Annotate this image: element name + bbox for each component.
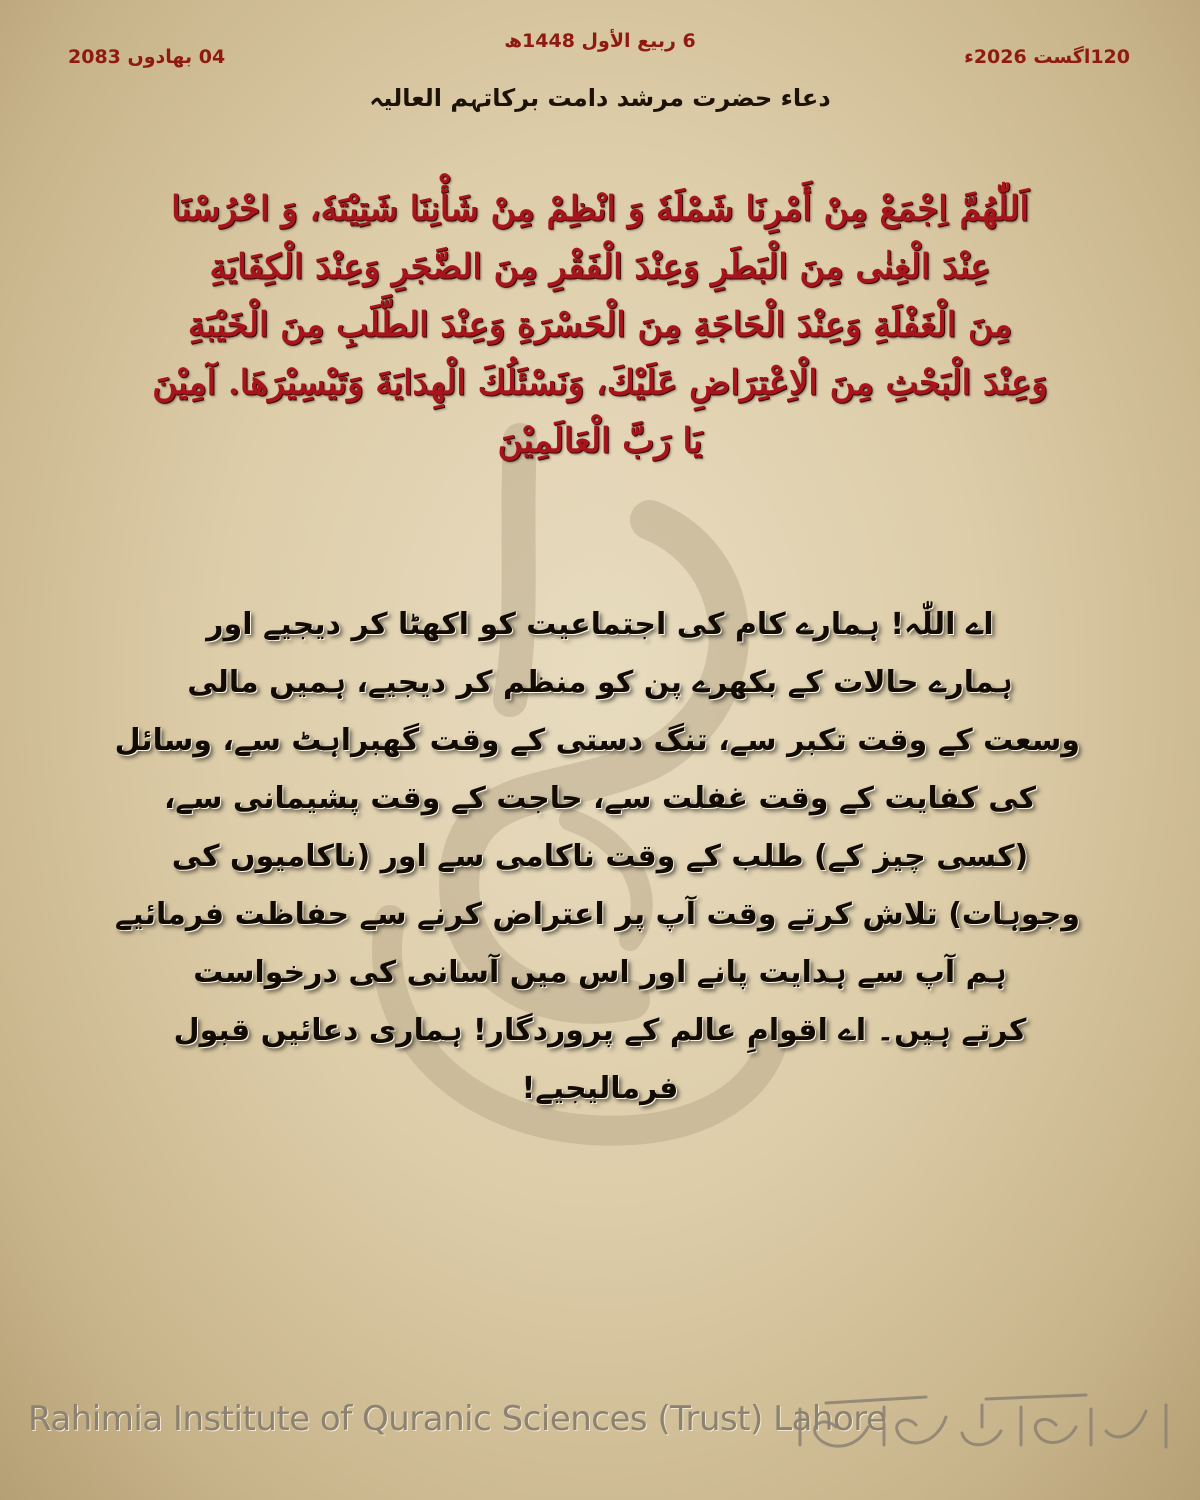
urdu-translation-line: (کسی چیز کے) طلب کے وقت ناکامی سے اور (ناکامیوں کی: [171, 839, 1029, 874]
urdu-translation-line: وجوہات) تلاش کرتے وقت آپ پر اعتراض کرنے سے حفاظت فرمائیے: [114, 897, 1080, 932]
arabic-dua: [80, 180, 1120, 470]
urdu-translation-line: کی کفایت کے وقت غفلت سے، حاجت کے وقت پشیمانی سے،: [163, 781, 1037, 816]
arabic-dua-line: اَللّٰهُمَّ اِجْمَعْ مِنْ أَمْرِنَا شَمْلَهٗ وَ انْظِمْ مِنْ شَأْنِنَا شَتِيْتَهٗ، وَ احْرُسْنَا: [171, 189, 1029, 229]
gregorian-date: 120اگست 2026ء: [964, 46, 1130, 68]
arabic-dua-line: يَا رَبَّ الْعَالَمِيْنَ: [497, 421, 703, 461]
institute-calligraphy-logo: [786, 1387, 1176, 1465]
urdu-translation-line: کرتے ہیں۔ اے اقوامِ عالم کے پروردگار! ہماری دعائیں قبول: [173, 1013, 1027, 1048]
urdu-translation-line: وسعت کے وقت تکبر سے، تنگ دستی کے وقت گھبراہٹ سے، وسائل: [114, 723, 1080, 758]
urdu-translation-line: اے اللّٰہ! ہمارے کام کی اجتماعیت کو اکھٹا کر دیجیے اور: [206, 607, 994, 642]
page-title: دعاء حضرت مرشد دامت برکاتہم العالیہ: [369, 84, 831, 112]
arabic-dua-line: وَعِنْدَ الْبَحْثِ مِنَ الْاِعْتِرَاضِ عَلَيْكَ، وَنَسْئَلُكَ الْهِدَايَةَ وَتَيْسِيْرَهَا. آمِيْنَ: [152, 363, 1048, 403]
arabic-dua-line: عِنْدَ الْغِنٰى مِنَ الْبَطَرِ وَعِنْدَ الْفَقْرِ مِنَ الضَّجَرِ وَعِنْدَ الْكِفَايَةِ: [209, 247, 991, 287]
urdu-translation-line: فرمالیجیے!: [521, 1071, 679, 1106]
arabic-dua-line: مِنَ الْغَفْلَةِ وَعِنْدَ الْحَاجَةِ مِنَ الْحَسْرَةِ وَعِنْدَ الطَّلَبِ مِنَ الْخَيْبَةِ: [187, 305, 1013, 345]
urdu-translation-line: ہم آپ سے ہدایت پانے اور اس میں آسانی کی درخواست: [193, 955, 1007, 990]
institute-name: Rahimia Institute of Quranic Sciences (Trust) Lahore: [28, 1399, 887, 1439]
bikrami-date: 04 بھادوں 2083: [68, 46, 226, 68]
hijri-date: 6 ربیع الأول 1448ھ: [504, 30, 696, 52]
urdu-translation-line: ہمارے حالات کے بکھرے پن کو منظم کر دیجیے، ہمیں مالی: [187, 665, 1013, 700]
footer: [0, 1385, 1200, 1485]
urdu-translation: [114, 596, 1080, 1118]
